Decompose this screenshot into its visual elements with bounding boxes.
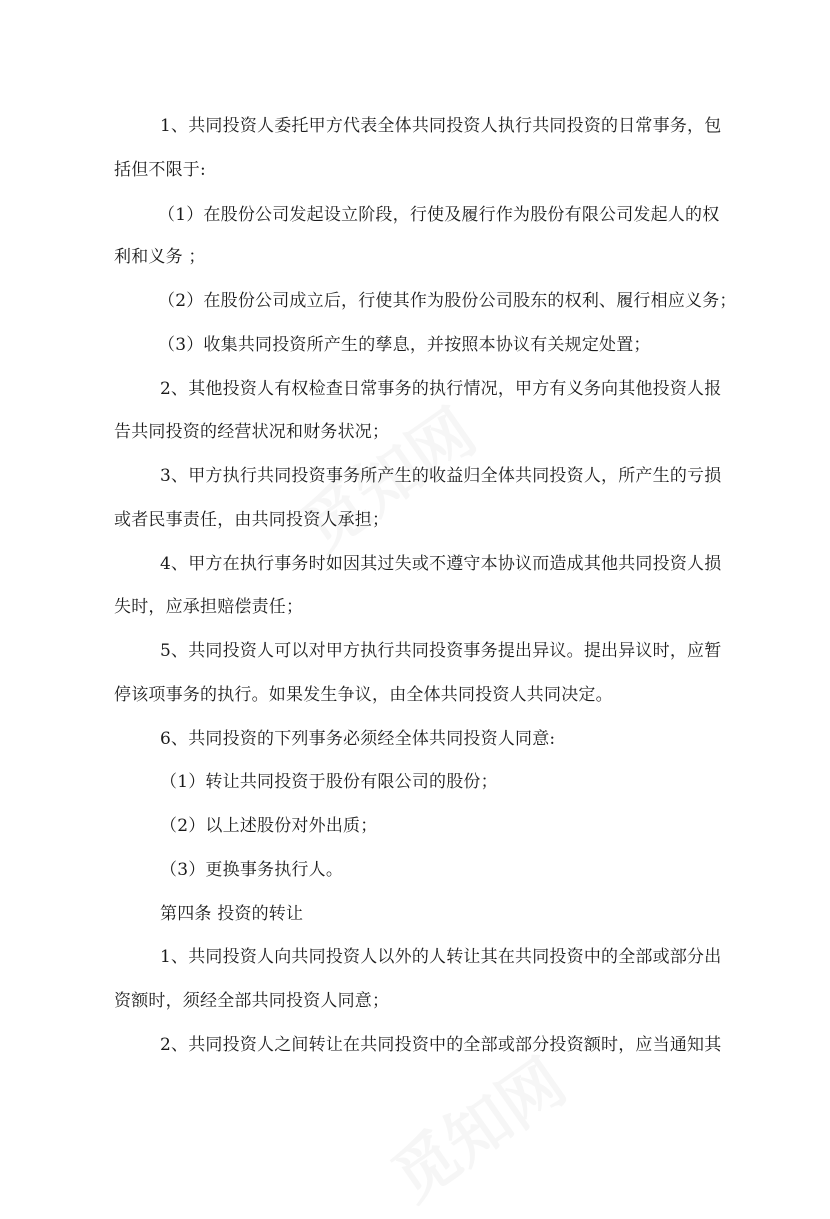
text-line: 告共同投资的经营状况和财务状况； bbox=[114, 422, 390, 442]
text-line: （1）在股份公司发起设立阶段，行使及履行作为股份有限公司发起人的权 bbox=[158, 205, 720, 225]
text-line: 3、甲方执行共同投资事务所产生的收益归全体共同投资人，所产生的亏损 bbox=[160, 466, 722, 486]
text-line: （3）更换事务执行人。 bbox=[160, 860, 344, 880]
text-line: 或者民事责任，由共同投资人承担； bbox=[114, 510, 390, 530]
text-line: 资额时，须经全部共同投资人同意； bbox=[114, 991, 390, 1011]
section-heading: 第四条 投资的转让 bbox=[160, 904, 304, 924]
text-line: 6、共同投资的下列事务必须经全体共同投资人同意: bbox=[160, 729, 556, 749]
text-line: 括但不限于: bbox=[114, 160, 206, 180]
text-line: 停该项事务的执行。如果发生争议，由全体共同投资人共同决定。 bbox=[114, 685, 613, 705]
text-line: 4、甲方在执行事务时如因其过失或不遵守本协议而造成其他共同投资人损 bbox=[160, 554, 722, 574]
watermark bbox=[371, 1033, 581, 1218]
text-line: 1、共同投资人委托甲方代表全体共同投资人执行共同投资的日常事务，包 bbox=[160, 116, 722, 136]
text-line: （2）在股份公司成立后，行使其作为股份公司股东的权利、履行相应义务； bbox=[158, 291, 737, 311]
text-line: 2、共同投资人之间转让在共同投资中的全部或部分投资额时，应当通知其 bbox=[160, 1035, 722, 1055]
text-line: 1、共同投资人向共同投资人以外的人转让其在共同投资中的全部或部分出 bbox=[160, 947, 722, 967]
text-line: （3）收集共同投资所产生的孳息，并按照本协议有关规定处置； bbox=[158, 335, 651, 355]
text-line: （2）以上述股份对外出质； bbox=[160, 816, 378, 836]
text-line: （1）转让共同投资于股份有限公司的股份； bbox=[160, 772, 498, 792]
text-line: 利和义务 ； bbox=[114, 247, 206, 267]
text-line: 失时，应承担赔偿责任； bbox=[114, 597, 304, 617]
text-line: 2、其他投资人有权检查日常事务的执行情况，甲方有义务向其他投资人报 bbox=[160, 379, 722, 399]
text-line: 5、共同投资人可以对甲方执行共同投资事务提出异议。提出异议时，应暂 bbox=[160, 641, 722, 661]
